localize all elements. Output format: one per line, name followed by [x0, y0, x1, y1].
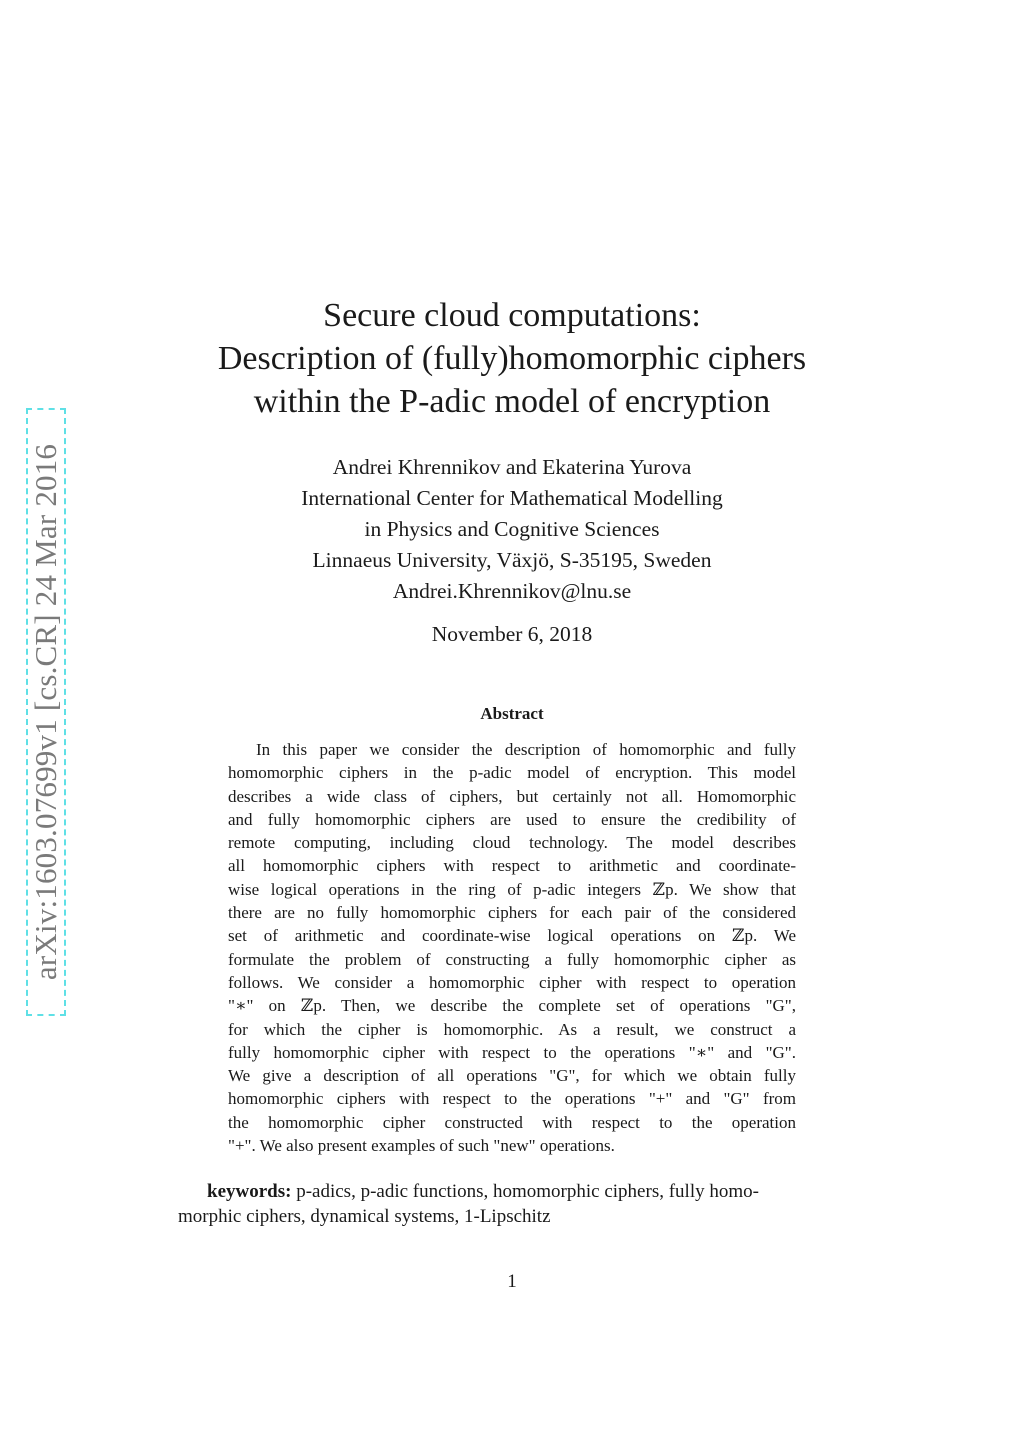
page-number: 1: [507, 1271, 517, 1292]
abstract-line: We give a description of all operations "G", for which we obtain fully: [228, 1066, 796, 1086]
abstract-line: homomorphic ciphers with respect to the operations "+" and "G" from: [228, 1089, 796, 1109]
abstract-line: the homomorphic cipher constructed with respect to the operation: [228, 1112, 796, 1132]
paper-date: November 6, 2018: [431, 622, 593, 646]
arxiv-identifier: arXiv:1603.07699v1 [cs.CR] 24 Mar 2016: [28, 443, 63, 981]
abstract-line: fully homomorphic cipher with respect to the operations "∗" and "G".: [228, 1042, 796, 1062]
title-line: within the P-adic model of encryption: [253, 383, 771, 420]
abstract-heading: Abstract: [480, 704, 544, 723]
keywords-text: p-adics, p-adic functions, homomorphic ciphers, fully homo-: [291, 1181, 759, 1202]
title-line: Secure cloud computations:: [323, 297, 701, 334]
abstract-line: wise logical operations in the ring of p-adic integers ℤp. We show that: [228, 879, 796, 899]
abstract-line: homomorphic ciphers in the p-adic model of encryption. This model: [228, 763, 796, 783]
abstract-line: for which the cipher is homomorphic. As a result, we construct a: [228, 1019, 796, 1039]
abstract-line: follows. We consider a homomorphic cipher with respect to operation: [228, 972, 796, 992]
affiliation-line: International Center for Mathematical Modelling: [301, 486, 723, 510]
abstract-line: set of arithmetic and coordinate-wise logical operations on ℤp. We: [228, 926, 796, 946]
abstract-line: and fully homomorphic ciphers are used to ensure the credibility of: [228, 809, 796, 829]
affiliation-line: Linnaeus University, Växjö, S-35195, Sweden: [312, 548, 712, 572]
abstract-line: describes a wide class of ciphers, but certainly not all. Homomorphic: [228, 786, 796, 806]
title-line: Description of (fully)homomorphic ciphers: [217, 340, 807, 377]
abstract-line: "∗" on ℤp. Then, we describe the complete set of operations "G",: [228, 996, 796, 1016]
paper-title: [0, 294, 1024, 423]
abstract-line: remote computing, including cloud technology. The model describes: [228, 833, 796, 853]
author-email: Andrei.Khrennikov@lnu.se: [392, 579, 632, 603]
abstract-line: all homomorphic ciphers with respect to arithmetic and coordinate-: [228, 856, 796, 876]
abstract-line: "+". We also present examples of such "new" operations.: [228, 1136, 615, 1156]
abstract-line: there are no fully homomorphic ciphers for each pair of the considered: [228, 903, 796, 923]
keywords-block: [178, 1179, 846, 1229]
author-block: [0, 452, 1024, 607]
abstract-body: [228, 738, 796, 1157]
keywords-line: [178, 1179, 846, 1204]
keywords-label: keywords:: [207, 1181, 292, 1202]
keywords-line: morphic ciphers, dynamical systems, 1-Lipschitz: [178, 1206, 551, 1227]
abstract-line: In this paper we consider the description of homomorphic and fully: [256, 740, 796, 759]
abstract-line: formulate the problem of constructing a fully homomorphic cipher as: [228, 949, 796, 969]
author-names: Andrei Khrennikov and Ekaterina Yurova: [332, 455, 692, 479]
affiliation-line: in Physics and Cognitive Sciences: [364, 517, 660, 541]
